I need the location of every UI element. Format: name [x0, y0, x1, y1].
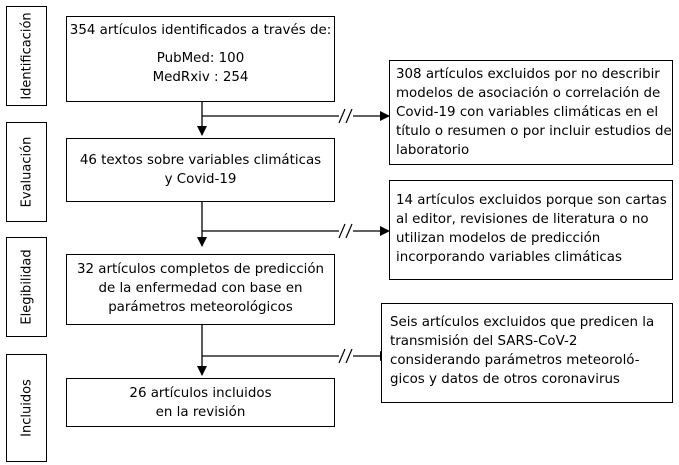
box-line: de la enfermedad con base en — [98, 281, 303, 296]
excluded-box-2 — [389, 180, 673, 280]
included-box — [66, 378, 335, 427]
box-line: parámetros meteorológicos — [108, 300, 293, 315]
box-line: modelos de asociación o correlación de — [396, 86, 661, 101]
box-line: MedRxiv : 254 — [152, 70, 249, 85]
box-line: gicos y datos de otros coronavirus — [390, 372, 620, 387]
box-line: Covid-19 con variables climáticas en el — [396, 105, 659, 120]
stage-elegibilidad — [6, 237, 47, 337]
screened-box — [66, 138, 335, 202]
stage-evaluacion — [6, 122, 47, 222]
box-line: Seis artículos excluidos que predicen la — [390, 315, 655, 330]
box-line: 32 artículos completos de predicción — [77, 262, 324, 277]
box-line: título o resumen o por incluir estudios de — [396, 124, 672, 139]
stage-label: Elegibilidad — [19, 249, 34, 325]
box-line: PubMed: 100 — [156, 51, 245, 66]
box-line-spacer — [67, 40, 334, 49]
box-line: 46 textos sobre variables climáticas — [79, 153, 322, 168]
excluded-box-1 — [389, 60, 673, 165]
box-line: y Covid-19 — [164, 172, 237, 187]
stage-label: Identificación — [19, 12, 34, 100]
excluded-box-3 — [381, 303, 673, 403]
stage-identificacion — [6, 6, 47, 106]
stage-incluidos — [6, 354, 47, 462]
box-line: laboratorio — [396, 143, 470, 158]
box-line: 308 artículos excluidos por no describir — [396, 67, 660, 82]
box-line: 26 artículos incluidos — [129, 386, 272, 401]
box-line: transmisión del SARS-CoV-2 — [390, 334, 578, 349]
box-line: 354 artículos identificados a través de: — [69, 23, 332, 38]
box-line: incorporando variables climáticas — [396, 250, 622, 265]
stage-label: Incluidos — [19, 379, 34, 437]
box-line: utilizan modelos de predicción — [396, 231, 601, 246]
box-line: al editor, revisiones de literatura o no — [396, 212, 649, 227]
box-line: considerando parámetros meteoroló- — [390, 353, 640, 368]
eligible-box — [66, 254, 335, 325]
box-line: 14 artículos excluidos porque son cartas — [396, 193, 667, 208]
identified-box — [66, 16, 335, 102]
break-marks — [339, 107, 353, 365]
box-line: en la revisión — [155, 405, 246, 420]
stage-label: Evaluación — [19, 136, 34, 208]
